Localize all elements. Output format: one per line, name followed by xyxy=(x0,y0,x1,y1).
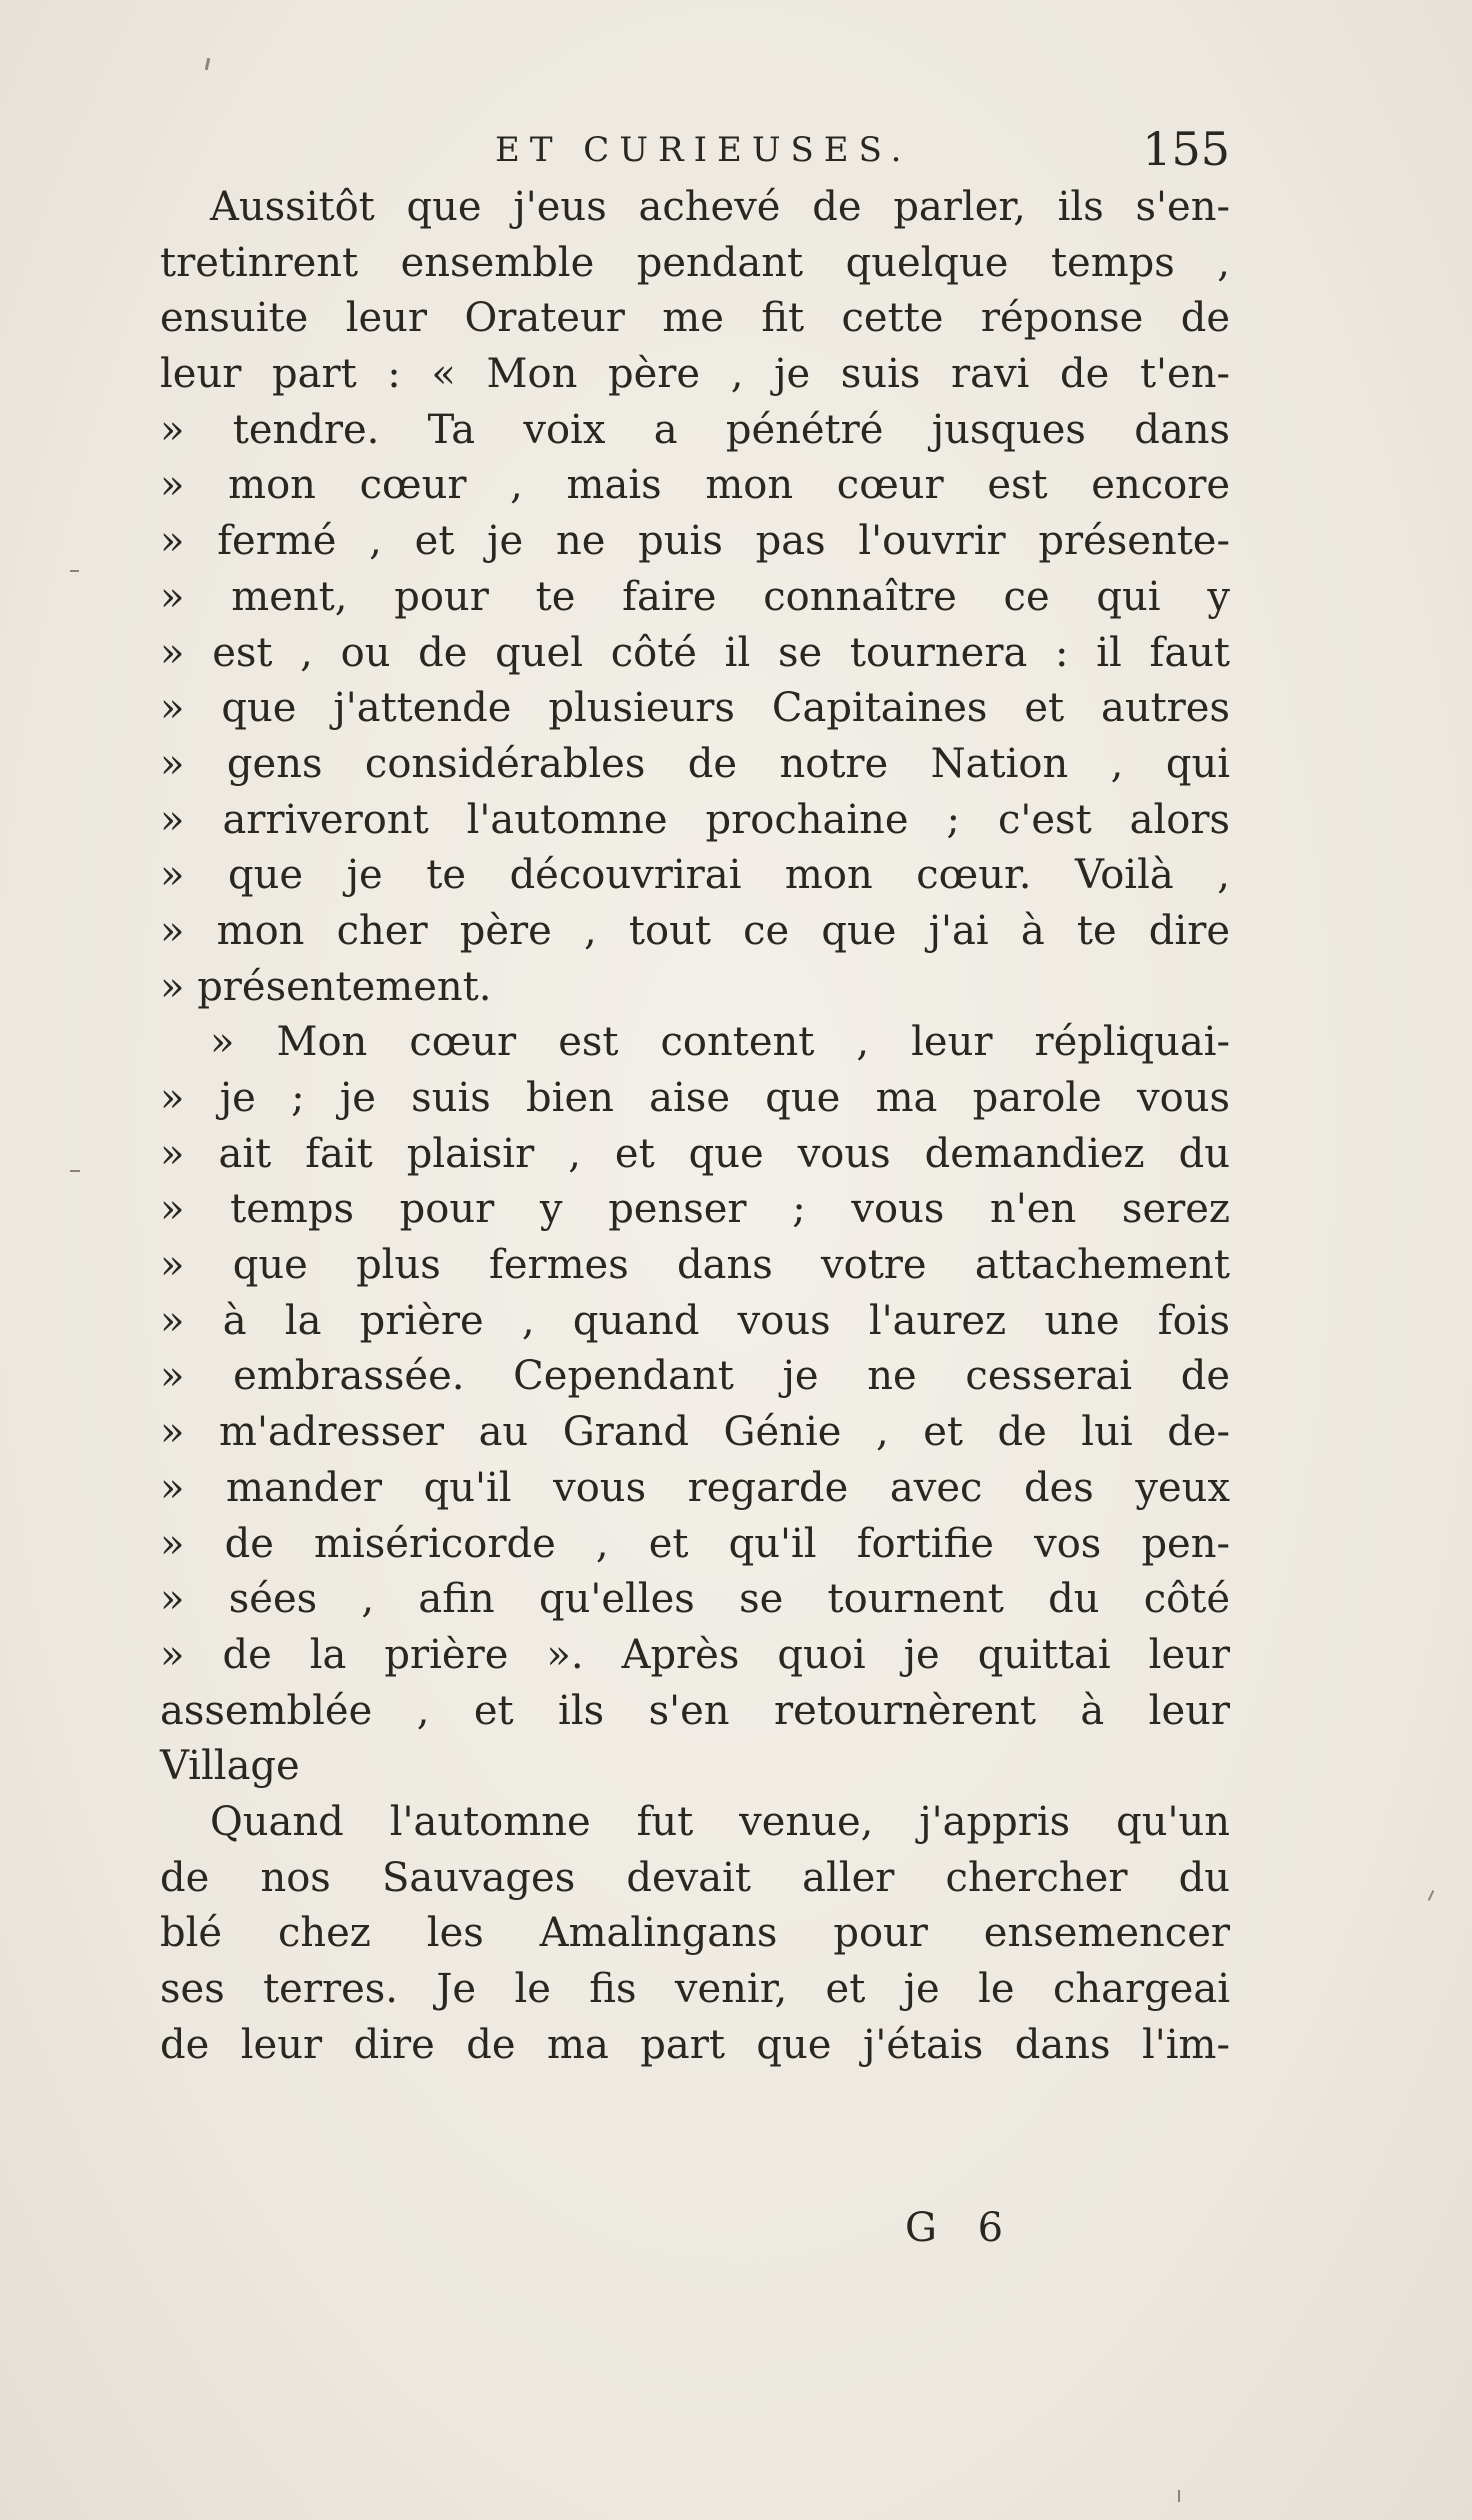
text-line: » embrassée. Cependant je ne cesserai de xyxy=(160,1353,1230,1400)
ink-speck xyxy=(1178,2490,1180,2502)
text-line: » temps pour y penser ; vous n'en serez xyxy=(160,1186,1230,1233)
text-line: » ment, pour te faire connaître ce qui y xyxy=(160,573,1230,620)
text-line: » présentement. xyxy=(160,963,492,1010)
text-line: » sées , afin qu'elles se tournent du côté xyxy=(160,1576,1230,1623)
text-line: ensuite leur Orateur me fit cette réponse de xyxy=(160,295,1230,342)
ink-speck xyxy=(205,58,210,70)
text-line: de nos Sauvages devait aller chercher du xyxy=(160,1854,1230,1901)
text-line: leur part : « Mon père , je suis ravi de t'en- xyxy=(160,351,1230,398)
signature-mark: G 6 xyxy=(905,2205,1018,2251)
text-line: » gens considérables de notre Nation , qui xyxy=(160,740,1230,787)
text-line: » mander qu'il vous regarde avec des yeux xyxy=(160,1464,1230,1511)
text-line: » mon cœur , mais mon cœur est encore xyxy=(160,462,1230,509)
text-line: » m'adresser au Grand Génie , et de lui de- xyxy=(160,1409,1230,1456)
text-line: » de miséricorde , et qu'il fortifie vos pen- xyxy=(160,1520,1230,1567)
text-line: ses terres. Je le fis venir, et je le chargeai xyxy=(160,1966,1230,2012)
text-line: » arriveront l'automne prochaine ; c'est alors xyxy=(160,796,1230,843)
text-line: » que plus fermes dans votre attachement xyxy=(160,1242,1230,1289)
text-line: » à la prière , quand vous l'aurez une fois xyxy=(160,1297,1230,1344)
text-line: Aussitôt que j'eus achevé de parler, ils s'en- xyxy=(210,184,1230,230)
text-line: » que je te découvrirai mon cœur. Voilà , xyxy=(160,852,1230,899)
text-line: » est , ou de quel côté il se tournera : il faut xyxy=(160,629,1230,676)
ink-speck xyxy=(1428,1890,1434,1901)
text-line: » de la prière ». Après quoi je quittai leur xyxy=(160,1631,1230,1678)
text-line: » que j'attende plusieurs Capitaines et autres xyxy=(160,685,1230,732)
text-line: » je ; je suis bien aise que ma parole vous xyxy=(160,1075,1230,1121)
text-line: blé chez les Amalingans pour ensemencer xyxy=(160,1910,1230,1957)
page-number: 155 xyxy=(1142,122,1230,176)
text-line: Quand l'automne fut venue, j'appris qu'un xyxy=(210,1798,1230,1845)
text-line: » mon cher père , tout ce que j'ai à te dire xyxy=(160,907,1230,954)
running-title: ET CURIEUSES. xyxy=(495,130,912,170)
text-line: » ait fait plaisir , et que vous demandiez du xyxy=(160,1130,1230,1177)
body-text xyxy=(160,180,1230,2073)
text-line: de leur dire de ma part que j'étais dans l'im- xyxy=(160,2021,1230,2068)
running-head xyxy=(160,122,1230,182)
text-line: » fermé , et je ne puis pas l'ouvrir présente- xyxy=(160,518,1230,565)
text-line: tretinrent ensemble pendant quelque temps , xyxy=(160,239,1230,286)
text-line: Village xyxy=(160,1743,300,1790)
text-line: » Mon cœur est content , leur répliquai- xyxy=(210,1019,1230,1066)
ink-speck xyxy=(70,1170,80,1172)
ink-speck xyxy=(70,570,79,572)
text-line: » tendre. Ta voix a pénétré jusques dans xyxy=(160,406,1230,453)
text-line: assemblée , et ils s'en retournèrent à leur xyxy=(160,1687,1230,1734)
